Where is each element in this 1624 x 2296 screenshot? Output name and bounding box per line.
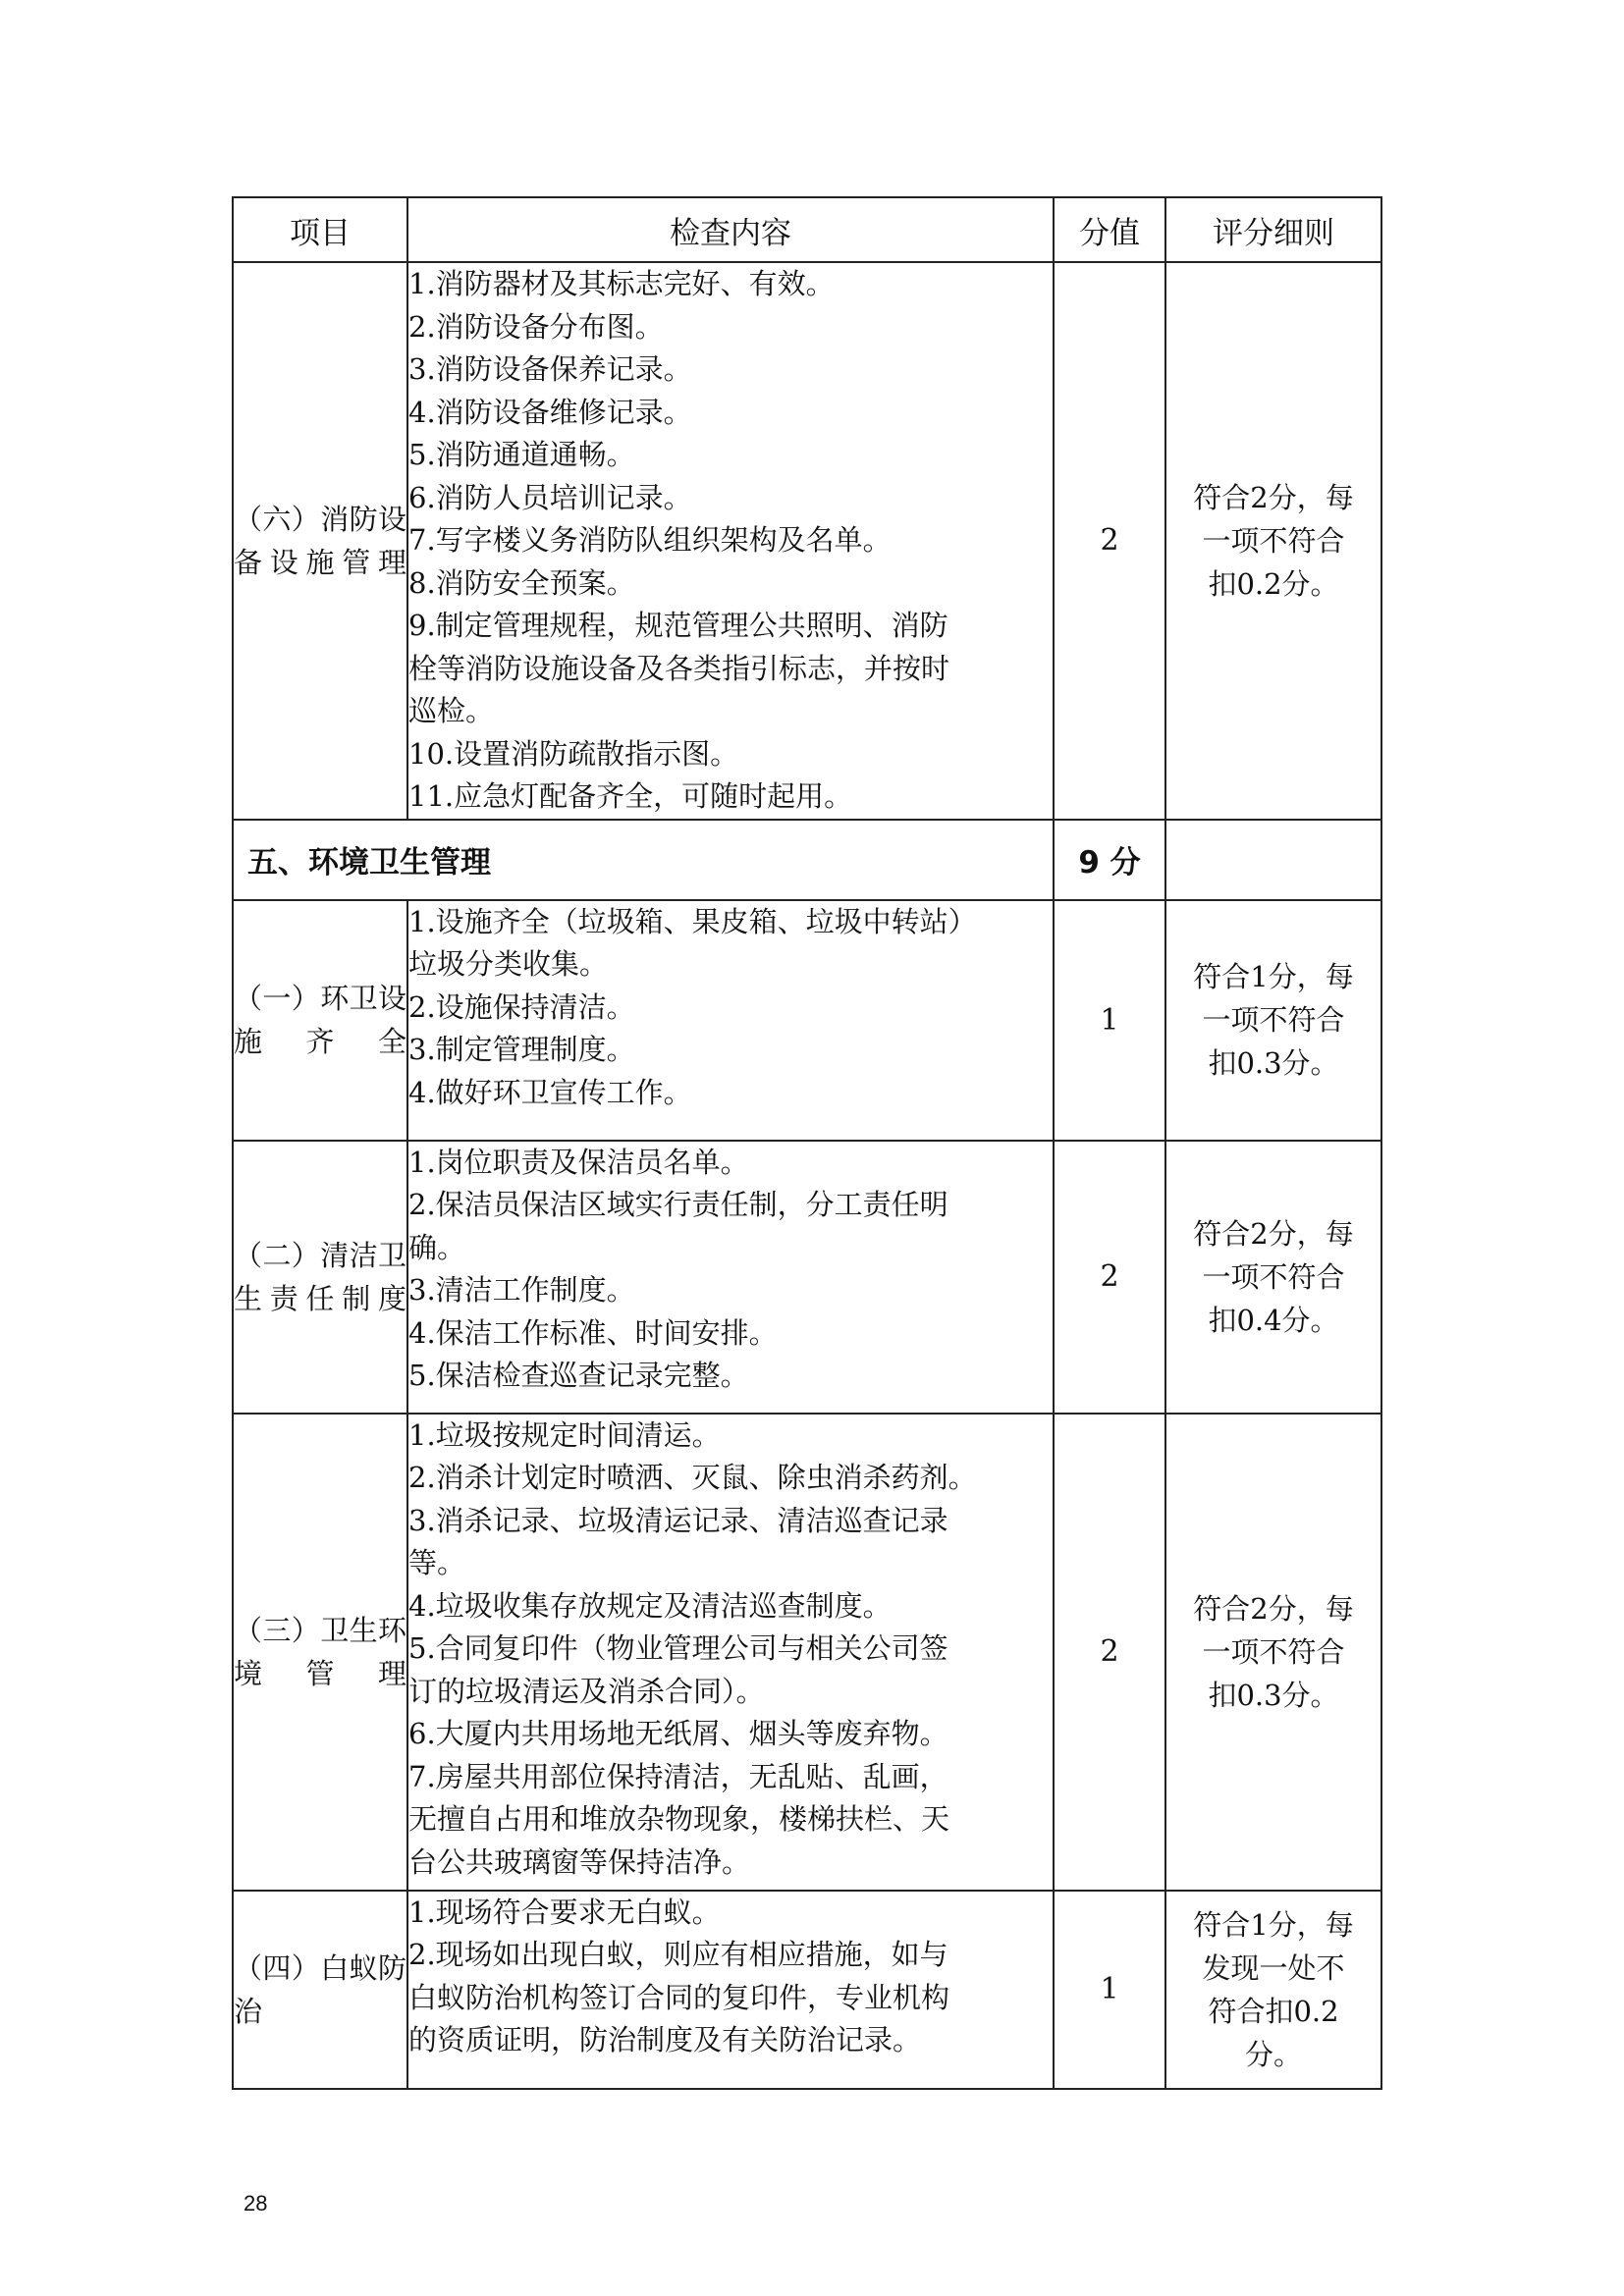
content-cell	[407, 1414, 1054, 1891]
content-line: 5.消防通道通畅。	[408, 438, 635, 471]
rule-line: 一项不符合	[1202, 1003, 1345, 1037]
content-line: 1.设施齐全（垃圾箱、果皮箱、垃圾中转站）	[408, 904, 977, 938]
content-line: 7.房屋共用部位保持清洁，无乱贴、乱画，	[408, 1759, 948, 1793]
score-cell: 2	[1054, 1414, 1165, 1891]
table-row	[233, 1891, 1381, 2089]
content-line: 的资质证明，防治制度及有关防治记录。	[408, 2023, 922, 2056]
item-cell	[233, 1141, 407, 1414]
content-line: 白蚁防治机构签订合同的复印件，专业机构	[408, 1980, 950, 2014]
section-score: 9 分	[1054, 820, 1165, 900]
item-label: （二）清洁卫生责任制度	[234, 1238, 406, 1315]
rule-line: 分。	[1244, 2037, 1302, 2071]
rule-line: 一项不符合	[1202, 523, 1345, 558]
table-header-row	[233, 197, 1381, 262]
header-rule: 评分细则	[1165, 197, 1381, 262]
rule-line: 符合1分，每	[1193, 960, 1354, 993]
content-line: 1.垃圾按规定时间清运。	[408, 1417, 721, 1452]
header-item: 项目	[233, 197, 407, 262]
content-line: 1.消防器材及其标志完好、有效。	[408, 267, 835, 300]
table-row	[233, 262, 1381, 820]
header-score: 分值	[1054, 197, 1165, 262]
content-line: 4.做好环卫宣传工作。	[408, 1075, 692, 1109]
item-cell	[233, 262, 407, 820]
rule-line: 扣0.4分。	[1208, 1303, 1339, 1337]
content-line: 垃圾分类收集。	[408, 947, 609, 981]
content-line: 2.设施保持清洁。	[408, 989, 635, 1024]
content-line: 无擅自占用和堆放杂物现象，楼梯扶栏、天	[408, 1802, 950, 1836]
section-row	[233, 820, 1381, 900]
rule-line: 符合2分，每	[1193, 1591, 1354, 1626]
content-line: 6.消防人员培训记录。	[408, 480, 692, 514]
content-line: 8.消防安全预案。	[408, 565, 635, 600]
content-line: 等。	[408, 1546, 466, 1579]
content-cell	[407, 1891, 1054, 2089]
content-line: 3.消防设备保养记录。	[408, 352, 692, 386]
rule-line: 符合扣0.2	[1208, 1994, 1339, 2028]
content-line: 3.消杀记录、垃圾清运记录、清洁巡查记录	[408, 1503, 948, 1537]
item-label: （三）卫生环境管理	[234, 1613, 406, 1690]
content-line: 2.消杀计划定时喷洒、灭鼠、除虫消杀药剂。	[408, 1461, 977, 1494]
rule-cell	[1165, 1141, 1381, 1414]
content-line: 11.应急灯配备齐全，可随时起用。	[408, 779, 853, 813]
content-line: 4.垃圾收集存放规定及清洁巡查制度。	[408, 1588, 892, 1623]
rule-line: 扣0.2分。	[1208, 566, 1339, 601]
content-line: 5.合同复印件（物业管理公司与相关公司签	[408, 1631, 948, 1665]
content-line: 6.大厦内共用场地无纸屑、烟头等废弃物。	[408, 1717, 948, 1750]
item-label: （六）消防设备设施管理	[234, 502, 406, 579]
content-line: 3.清洁工作制度。	[408, 1273, 635, 1307]
rule-cell	[1165, 1414, 1381, 1891]
content-line: 台公共玻璃窗等保持洁净。	[408, 1844, 751, 1879]
item-cell	[233, 1414, 407, 1891]
content-line: 5.保洁检查巡查记录完整。	[408, 1359, 749, 1392]
section-title: 五、环境卫生管理	[233, 820, 1054, 900]
inspection-table	[232, 196, 1382, 2090]
content-line: 10.设置消防疏散指示图。	[408, 736, 739, 771]
section-empty-cell	[1165, 820, 1381, 900]
rule-line: 符合1分，每	[1193, 1907, 1354, 1942]
item-label: （一）环卫设施齐全	[234, 982, 406, 1058]
content-line: 1.现场符合要求无白蚁。	[408, 1895, 721, 1929]
rule-line: 符合2分，每	[1193, 1216, 1354, 1251]
rule-line: 符合2分，每	[1193, 480, 1354, 514]
item-cell	[233, 900, 407, 1141]
rule-line: 一项不符合	[1202, 1634, 1345, 1669]
content-line: 栓等消防设施设备及各类指引标志，并按时	[408, 651, 950, 685]
score-cell: 1	[1054, 900, 1165, 1141]
rule-line: 扣0.3分。	[1208, 1046, 1339, 1080]
content-line: 巡检。	[408, 694, 495, 727]
table-row	[233, 1141, 1381, 1414]
content-line: 9.制定管理规程，规范管理公共照明、消防	[408, 609, 948, 642]
table-row	[233, 900, 1381, 1141]
rule-line: 扣0.3分。	[1208, 1678, 1339, 1712]
score-cell: 1	[1054, 1891, 1165, 2089]
content-line: 2.保洁员保洁区域实行责任制，分工责任明	[408, 1188, 948, 1221]
header-content: 检查内容	[407, 197, 1054, 262]
content-line: 3.制定管理制度。	[408, 1033, 635, 1066]
table-row	[233, 1414, 1381, 1891]
score-cell: 2	[1054, 1141, 1165, 1414]
content-line: 4.消防设备维修记录。	[408, 395, 692, 429]
content-line: 2.消防设备分布图。	[408, 309, 664, 344]
rule-line: 发现一处不	[1202, 1950, 1345, 1985]
content-line: 确。	[408, 1230, 466, 1264]
content-line: 4.保洁工作标准、时间安排。	[408, 1315, 778, 1350]
rule-cell	[1165, 262, 1381, 820]
rule-line: 一项不符合	[1202, 1259, 1345, 1294]
score-cell: 2	[1054, 262, 1165, 820]
item-label: （四）白蚁防治	[234, 1950, 406, 2028]
content-line: 7.写字楼义务消防队组织架构及名单。	[408, 523, 892, 557]
content-line: 1.岗位职责及保洁员名单。	[408, 1145, 749, 1179]
rule-cell	[1165, 900, 1381, 1141]
rule-cell	[1165, 1891, 1381, 2089]
content-cell	[407, 262, 1054, 820]
content-cell	[407, 1141, 1054, 1414]
item-cell	[233, 1891, 407, 2089]
content-cell	[407, 900, 1054, 1141]
content-line: 订的垃圾清运及消杀合同）。	[408, 1674, 765, 1708]
page-number: 28	[244, 2191, 268, 2216]
content-line: 2.现场如出现白蚁，则应有相应措施，如与	[408, 1938, 948, 1971]
